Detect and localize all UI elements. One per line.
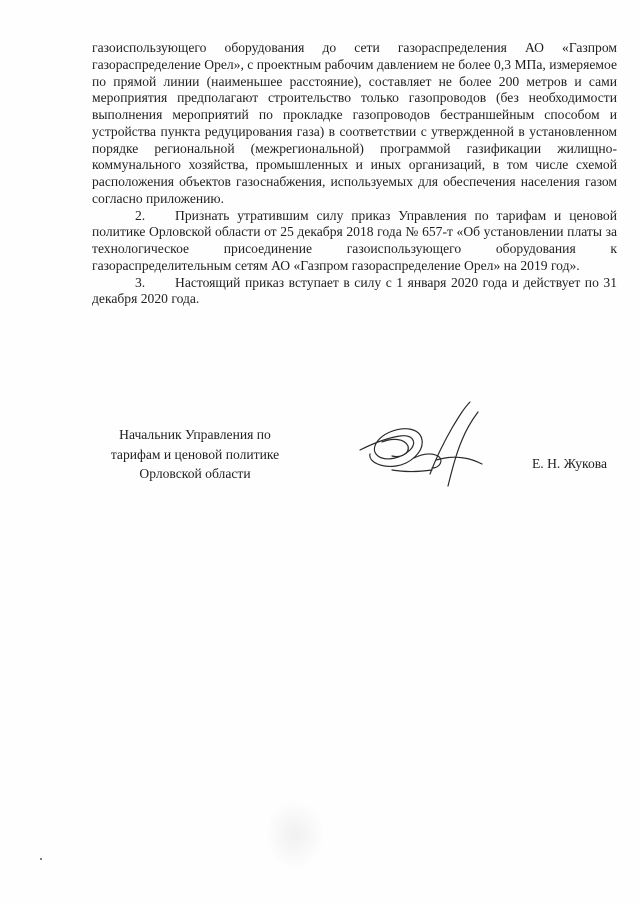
list-item-number: 3. <box>135 274 146 290</box>
signatory-position-line: Начальник Управления по <box>119 427 271 442</box>
scan-speck <box>40 858 42 860</box>
paragraph-continuation: газоиспользующего оборудования до сети газораспределения АО «Газпром газораспределение Орел», с проектным рабочим давлением не более 0,3 МПа, измеряемое по прямой линии (наименьшее расстояние), составляет не более 200 метров и сами мероприятия предполагают строительство только газопроводов (без необходимости выполнения мероприятий по прокладке газопроводов бестраншейным способом и устройства пункта редуцирования газа) в соответствии с утвержденной в установленном порядке региональной (межрегиональной) программой газификации жилищно-коммунального хозяйства, промышленных и иных организаций, в том числе схемой расположения объектов газоснабжения, используемых для обеспечения населения газом согласно приложению. <box>92 40 617 206</box>
signatory-name: Е. Н. Жукова <box>532 456 608 471</box>
list-item-2 <box>92 208 617 275</box>
signatory-position-line: Орловской области <box>139 466 251 481</box>
document-body <box>92 40 617 308</box>
list-item-text: Признать утратившим силу приказ Управления по тарифам и ценовой политике Орловской области от 25 декабря 2018 года № 657-т «Об установлении платы за технологическое присоединение газоиспользующего оборудования к газораспределительным сетям АО «Газпром газораспределение Орел» на 2019 год». <box>92 207 617 273</box>
scan-smudge <box>265 800 325 870</box>
list-item-3 <box>92 275 617 309</box>
list-item-text: Настоящий приказ вступает в силу с 1 января 2020 года и действует по 31 декабря 2020 года. <box>92 274 617 307</box>
signatory-position-line: тарифам и ценовой политике <box>110 446 280 462</box>
signatory-position <box>95 425 295 484</box>
list-item-number: 2. <box>135 207 146 223</box>
handwritten-signature <box>352 398 492 490</box>
